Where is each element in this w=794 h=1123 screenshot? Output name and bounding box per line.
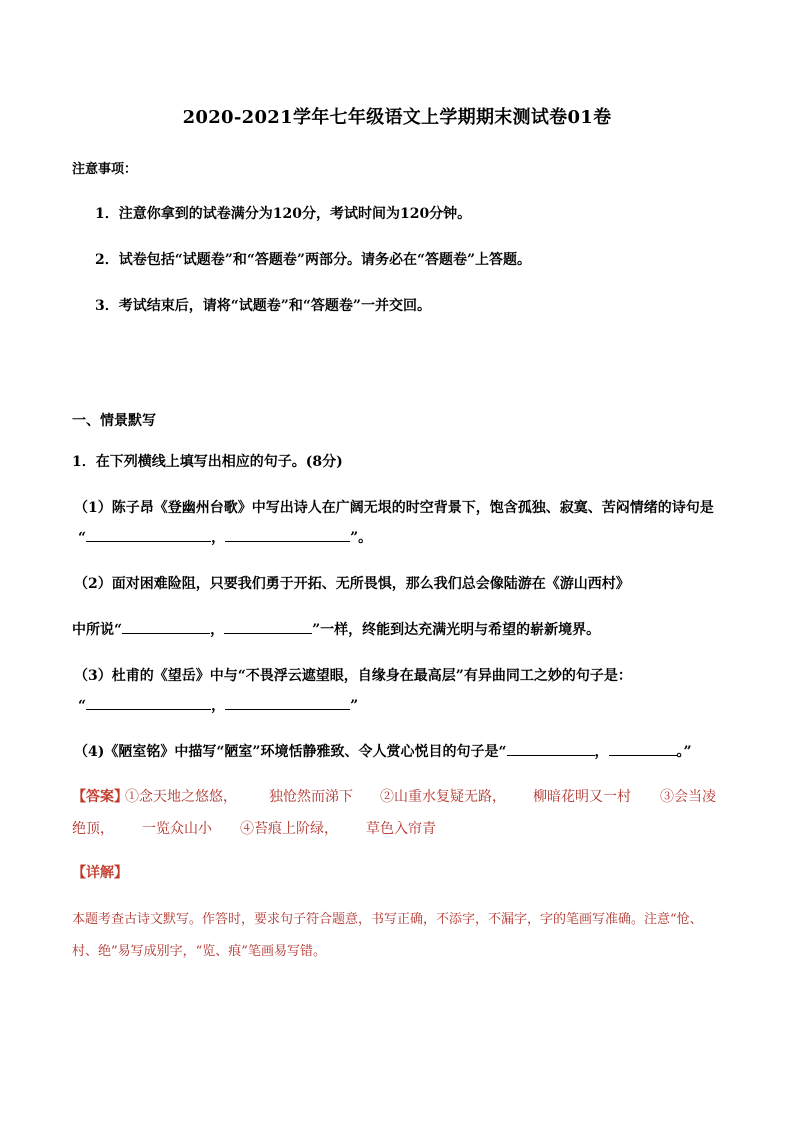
comma: ， — [594, 744, 609, 760]
notice-item-3: 3．考试结束后，请将“试题卷”和“答题卷”一并交回。 — [95, 298, 431, 314]
open-quote: “ — [78, 698, 87, 714]
answer-item: ④苔痕上阶绿， — [240, 821, 338, 837]
subquestion-3-blanks — [78, 695, 358, 715]
subquestion-1-blanks — [78, 527, 372, 547]
subquestion-4-text: （4)《陋室铭》中描写“陋室”环境恬静雅致、令人赏心悦目的句子是“ — [74, 744, 507, 760]
open-quote: “ — [78, 530, 87, 546]
close-quote: ” — [350, 698, 359, 714]
answer-blank[interactable] — [86, 530, 211, 542]
answer-item: ②山重水复疑无路， — [380, 789, 506, 805]
answer-blank[interactable] — [609, 744, 677, 756]
answer-item: 柳暗花明又一村 — [533, 789, 631, 805]
detail-heading: 【详解】 — [72, 865, 128, 881]
close-quote: 。” — [676, 744, 692, 760]
answer-blank[interactable] — [507, 744, 595, 756]
answer-item: 草色入帘青 — [366, 821, 436, 837]
notice-item-2: 2．试卷包括“试题卷”和“答题卷”两部分。请务必在“答题卷”上答题。 — [95, 252, 532, 268]
comma: ， — [211, 698, 226, 714]
answer-line-1 — [72, 786, 732, 806]
comma: ， — [211, 530, 226, 546]
subquestion-1: （1）陈子昂《登幽州台歌》中写出诗人在广阔无垠的时空背景下，饱含孤独、寂寞、苦闷情绪的诗句是 — [74, 500, 714, 516]
explanation-line-1: 本题考查古诗文默写。作答时，要求句子符合题意，书写正确，不添字，不漏字，字的笔画写准确。注意“怆、 — [72, 912, 703, 927]
answer-blank[interactable] — [122, 622, 210, 634]
question-1: 1．在下列横线上填写出相应的句子。(8分) — [72, 454, 343, 470]
answer-blank[interactable] — [225, 698, 350, 710]
subquestion-2: （2）面对困难险阻，只要我们勇于开拓、无所畏惧，那么我们总会像陆游在《游山西村》 — [74, 576, 630, 592]
answer-tag: 【答案】 — [72, 789, 128, 805]
prefix: 中所说“ — [72, 622, 123, 638]
suffix: ”一样，终能到达充满光明与希望的崭新境界。 — [312, 622, 601, 638]
notice-heading: 注意事项： — [72, 162, 138, 177]
page-title: 2020-2021学年七年级语文上学期期末测试卷01卷 — [182, 107, 612, 128]
answer-line-2 — [72, 818, 732, 838]
answer-item: 独怆然而涕下 — [269, 789, 353, 805]
close-quote: ”。 — [350, 530, 373, 546]
comma: ， — [210, 622, 225, 638]
explanation-line-2: 村、绝”易写成别字，“览、痕”笔画易写错。 — [72, 944, 326, 959]
answer-item: ①念天地之悠悠， — [125, 789, 237, 805]
subquestion-3: （3）杜甫的《望岳》中与“不畏浮云遮望眼，自缘身在最高层”有异曲同工之妙的句子是： — [74, 668, 632, 684]
notice-item-1: 1．注意你拿到的试卷满分为120分，考试时间为120分钟。 — [95, 206, 472, 222]
subquestion-4 — [74, 741, 692, 761]
answer-blank[interactable] — [225, 530, 350, 542]
answer-item: 一览众山小 — [142, 821, 212, 837]
subquestion-2-blanks — [72, 619, 600, 639]
section-heading: 一、情景默写 — [72, 413, 156, 429]
answer-blank[interactable] — [86, 698, 211, 710]
answer-blank[interactable] — [224, 622, 312, 634]
answer-item: 绝顶， — [72, 821, 114, 837]
answer-item: ③会当凌 — [660, 789, 716, 805]
